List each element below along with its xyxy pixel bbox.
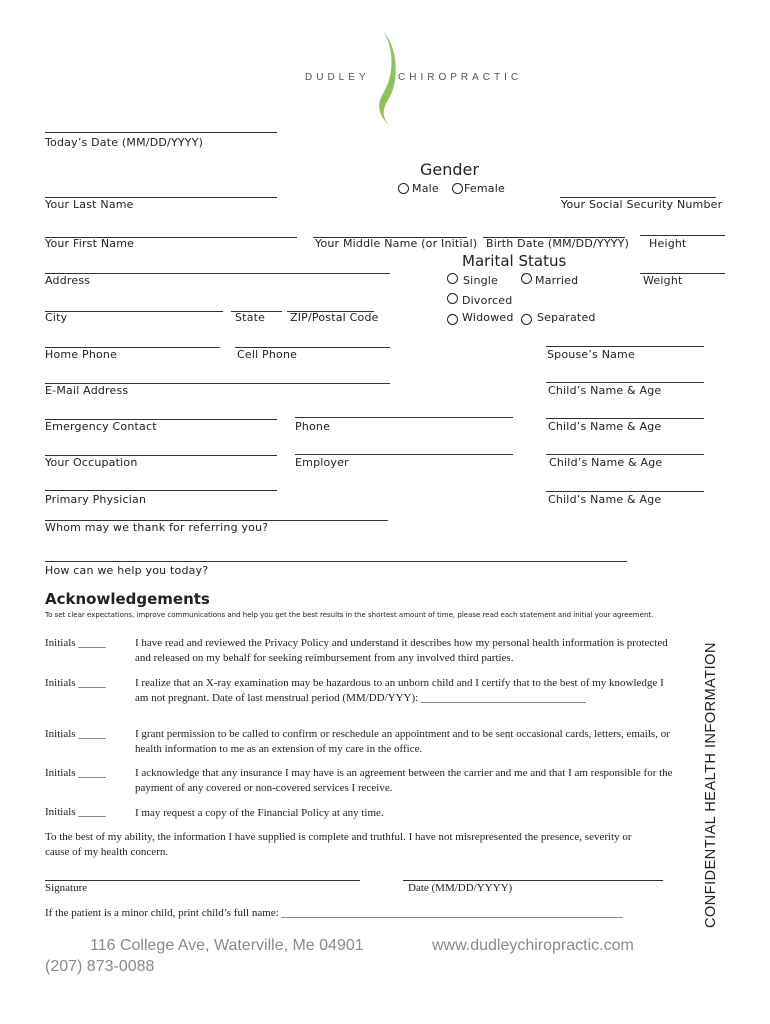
city-label: City	[45, 311, 68, 324]
ack-statement-2: I realize that an X-ray examination may be hazardous to an unborn child and I certify that to the best of my knowledge I am not pregnant. Date of last menstrual period (MM/DD/YYY): ______________________________	[135, 677, 664, 704]
child4-line[interactable]	[546, 491, 704, 492]
physician-label: Primary Physician	[45, 493, 147, 506]
referral-label: Whom may we thank for referring you?	[45, 521, 269, 534]
employer-label: Employer	[295, 456, 349, 469]
footer-phone: (207) 873-0088	[45, 958, 155, 975]
spouse-name-label: Spouse’s Name	[547, 348, 635, 361]
weight-label: Weight	[643, 274, 683, 287]
first-name-label: Your First Name	[45, 237, 135, 250]
marital-status-title: Marital Status	[462, 252, 567, 270]
acknowledgements-intro: To set clear expectations, improve communications and help you get the best results in the shortest amount of time, please read each statement and initial your agreement.	[45, 611, 654, 619]
occupation-label: Your Occupation	[45, 456, 138, 469]
signature-date-line[interactable]	[403, 880, 663, 881]
signature-date-label: Date (MM/DD/YYYY)	[408, 882, 513, 894]
height-line[interactable]	[640, 235, 725, 236]
logo-right-text: CHIROPRACTIC	[398, 72, 523, 83]
ack-statement-3: I grant permission to be called to confirm or reschedule an appointment and to be sent occasional cards, letters, emails, or health information to me as an extension of my care in the office.	[135, 728, 670, 755]
email-label: E-Mail Address	[45, 384, 129, 397]
acknowledgements-title: Acknowledgements	[45, 590, 210, 608]
marital-married-radio[interactable]	[521, 273, 532, 284]
logo	[300, 30, 540, 130]
footer-address: 116 College Ave, Waterville, Me 04901	[90, 937, 364, 954]
help-today-label: How can we help you today?	[45, 564, 209, 577]
zip-label: ZIP/Postal Code	[290, 311, 379, 324]
ack-initials-1[interactable]: Initials _____	[45, 637, 106, 649]
gender-female-radio[interactable]	[452, 183, 463, 194]
todays-date-line[interactable]	[45, 132, 277, 133]
address-line[interactable]	[45, 273, 390, 274]
child2-label: Child’s Name & Age	[548, 420, 662, 433]
ack-statement-5: I may request a copy of the Financial Policy at any time.	[135, 807, 384, 819]
confidential-side-label: CONFIDENTIAL HEALTH INFORMATION	[703, 642, 719, 928]
city-line[interactable]	[45, 311, 223, 312]
emergency-contact-label: Emergency Contact	[45, 420, 157, 433]
help-today-line[interactable]	[45, 561, 627, 562]
last-name-label: Your Last Name	[45, 198, 134, 211]
state-label: State	[235, 311, 266, 324]
marital-married-label: Married	[535, 274, 579, 287]
middle-name-label: Your Middle Name (or Initial)	[315, 237, 478, 250]
gender-male-label: Male	[412, 182, 439, 195]
footer-website[interactable]: www.dudleychiropractic.com	[432, 937, 634, 954]
physician-line[interactable]	[45, 490, 277, 491]
address-label: Address	[45, 274, 91, 287]
gender-male-radio[interactable]	[398, 183, 409, 194]
signature-label: Signature	[45, 882, 88, 894]
signature-line[interactable]	[45, 880, 360, 881]
logo-left-text: DUDLEY	[305, 72, 370, 83]
phone-label: Phone	[295, 420, 331, 433]
spouse-name-line[interactable]	[546, 346, 704, 347]
truthfulness-statement: To the best of my ability, the information I have supplied is complete and truthful. I have not misrepresented the presence, severity or cause of my health concern.	[45, 831, 632, 858]
marital-single-radio[interactable]	[447, 273, 458, 284]
birth-date-label: Birth Date (MM/DD/YYYY)	[486, 237, 630, 250]
child3-line[interactable]	[546, 454, 704, 455]
marital-widowed-radio[interactable]	[447, 314, 458, 325]
child1-label: Child’s Name & Age	[548, 384, 662, 397]
phone-line[interactable]	[295, 417, 513, 418]
confidential-side-text	[702, 628, 722, 928]
child4-label: Child’s Name & Age	[548, 493, 662, 506]
marital-divorced-label: Divorced	[462, 294, 513, 307]
gender-female-label: Female	[464, 182, 505, 195]
child1-line[interactable]	[546, 382, 704, 383]
ack-initials-5[interactable]: Initials _____	[45, 806, 106, 818]
ack-statement-4: I acknowledge that any insurance I may have is an agreement between the carrier and me and that I am responsible for the payment of any covered or non-covered services I receive.	[135, 767, 673, 794]
home-phone-label: Home Phone	[45, 348, 118, 361]
height-label: Height	[649, 237, 687, 250]
ssn-label: Your Social Security Number	[561, 198, 723, 211]
marital-separated-label: Separated	[537, 311, 596, 324]
ack-statement-1: I have read and reviewed the Privacy Policy and understand it describes how my personal health information is protected and released on my behalf for seeking reimbursement from any involved third parties.	[135, 637, 668, 664]
ack-initials-3[interactable]: Initials _____	[45, 728, 106, 740]
marital-divorced-radio[interactable]	[447, 293, 458, 304]
todays-date-label: Today’s Date (MM/DD/YYYY)	[45, 136, 204, 149]
ack-initials-2[interactable]: Initials _____	[45, 677, 106, 689]
ack-initials-4[interactable]: Initials _____	[45, 767, 106, 779]
child2-line[interactable]	[546, 418, 704, 419]
gender-title: Gender	[420, 160, 479, 179]
minor-child-name-field[interactable]: If the patient is a minor child, print child’s full name: ______________________________________________________________	[45, 907, 623, 919]
cell-phone-label: Cell Phone	[237, 348, 298, 361]
child3-label: Child’s Name & Age	[549, 456, 663, 469]
marital-single-label: Single	[463, 274, 499, 287]
marital-widowed-label: Widowed	[462, 311, 514, 324]
employer-line[interactable]	[295, 454, 513, 455]
marital-separated-radio[interactable]	[521, 314, 532, 325]
